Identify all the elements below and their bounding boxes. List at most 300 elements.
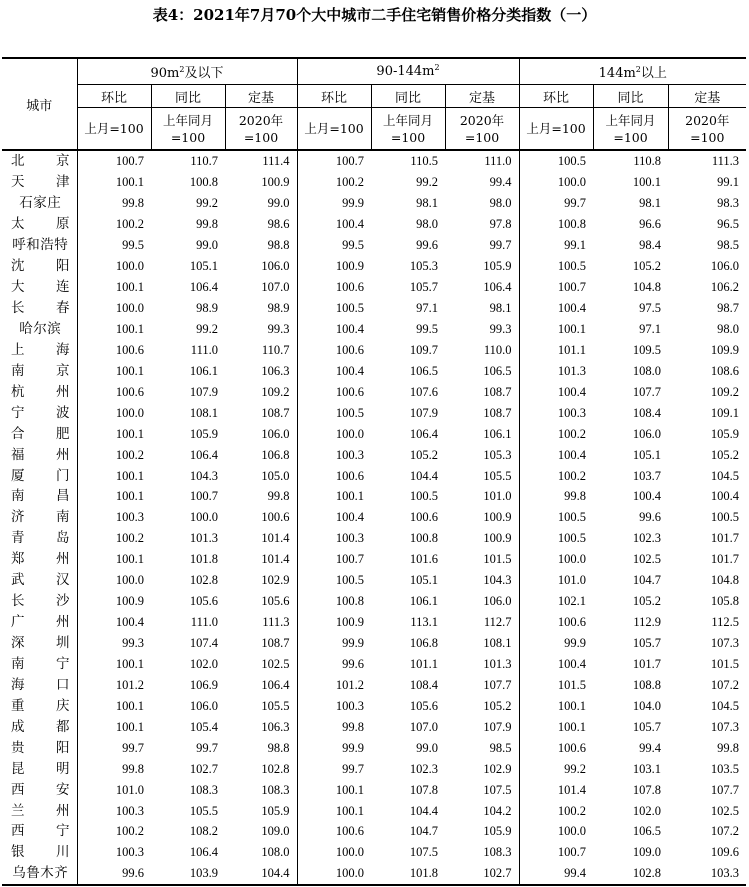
city-label: 武 汉: [11, 572, 70, 589]
city-name: [2, 486, 77, 507]
index-value: 105.6: [189, 594, 218, 609]
index-value: 100.1: [115, 321, 144, 336]
index-value: 109.2: [225, 381, 297, 402]
index-value: 100.4: [557, 447, 587, 462]
index-value: 100.0: [335, 426, 365, 441]
index-value: 100.3: [115, 803, 144, 818]
index-value: 100.1: [632, 175, 662, 190]
index-value: 108.3: [225, 779, 297, 800]
index-value: 100.1: [115, 719, 144, 734]
index-value: 110.5: [410, 154, 439, 169]
index-value: 113.1: [410, 615, 439, 630]
city-label: 太 原: [11, 216, 70, 233]
index-value: 99.9: [342, 636, 365, 651]
index-value: 101.0: [445, 486, 519, 507]
index-value: 111.0: [445, 150, 519, 172]
index-value: 104.2: [445, 800, 519, 821]
index-value: 112.9: [633, 615, 662, 630]
base-header-line: 2020年: [459, 112, 505, 128]
index-value: 104.4: [409, 803, 439, 818]
index-value: 99.2: [416, 175, 439, 190]
index-value: 100.9: [115, 594, 144, 609]
table-row: [2, 402, 746, 423]
index-value: 106.4: [225, 674, 297, 695]
index-value: 100.9: [335, 615, 365, 630]
index-value: 97.1: [416, 301, 439, 316]
index-value: 100.5: [710, 510, 740, 525]
index-value: 100.4: [335, 321, 365, 336]
city-label: 南 昌: [11, 488, 70, 505]
index-value: 100.2: [557, 468, 587, 483]
index-value: 99.9: [342, 196, 365, 211]
index-value: 105.2: [409, 447, 439, 462]
index-value: 110.7: [225, 339, 297, 360]
city-name: [2, 381, 77, 402]
table-row: [2, 528, 746, 549]
index-value: 100.4: [557, 656, 587, 671]
city-name: [2, 339, 77, 360]
index-value: 101.3: [557, 363, 587, 378]
index-value: 107.5: [445, 779, 519, 800]
city-name: [2, 821, 77, 842]
table-row: [2, 842, 746, 863]
index-value: 111.4: [225, 150, 297, 172]
index-value: 104.3: [445, 570, 519, 591]
index-value: 104.8: [710, 573, 740, 588]
index-value: 99.0: [196, 238, 218, 253]
index-value: 105.1: [632, 447, 662, 462]
index-value: 106.0: [445, 591, 519, 612]
table-title: 表4：2021年7月70个大中城市二手住宅销售价格分类指数（一）: [152, 6, 597, 24]
table-row: [2, 381, 746, 402]
base-header-line: =100: [613, 129, 648, 145]
index-value: 100.7: [557, 280, 587, 295]
index-value: 105.1: [189, 259, 218, 274]
index-value: 105.9: [189, 426, 218, 441]
index-value: 102.8: [593, 863, 668, 885]
subcol-header: 定基: [225, 85, 297, 108]
index-value: 106.4: [409, 426, 439, 441]
index-value: 108.1: [189, 405, 218, 420]
index-value: 104.7: [632, 573, 662, 588]
index-value: 99.3: [122, 636, 144, 651]
index-value: 109.7: [409, 342, 439, 357]
table-row: [2, 319, 746, 340]
index-value: 107.2: [710, 677, 740, 692]
index-value: 100.0: [335, 845, 365, 860]
index-value: 99.5: [122, 238, 144, 253]
city-label: 石家庄: [19, 195, 62, 212]
index-value: 98.5: [717, 238, 740, 253]
index-value: 99.6: [77, 863, 151, 885]
city-label: 海 口: [11, 676, 70, 693]
index-value: 98.0: [416, 217, 439, 232]
index-value: 99.0: [416, 740, 439, 755]
index-value: 104.7: [409, 824, 439, 839]
table-row: [2, 423, 746, 444]
table-row: [2, 570, 746, 591]
index-value: 100.8: [557, 217, 587, 232]
table-body: [2, 150, 746, 885]
index-value: 100.3: [335, 698, 365, 713]
index-value: 100.0: [189, 510, 218, 525]
index-value: 102.3: [632, 531, 662, 546]
index-value: 108.7: [445, 402, 519, 423]
index-value: 98.8: [225, 235, 297, 256]
index-value: 105.9: [710, 426, 740, 441]
subcol-header: 同比: [593, 85, 668, 108]
index-value: 108.4: [632, 405, 662, 420]
table-row: [2, 444, 746, 465]
index-value: 104.4: [409, 468, 439, 483]
index-value: 106.9: [189, 677, 218, 692]
index-value: 101.3: [445, 654, 519, 675]
index-value: 103.7: [632, 468, 662, 483]
index-value: 100.0: [557, 552, 587, 567]
index-value: 98.0: [445, 193, 519, 214]
index-value: 109.0: [632, 845, 662, 860]
subcol-header: 同比: [151, 85, 225, 108]
subcol-header-row: [2, 85, 746, 108]
city-label: 哈尔滨: [19, 320, 62, 337]
index-value: 111.3: [225, 612, 297, 633]
table-row: [2, 193, 746, 214]
city-label: 贵 阳: [11, 739, 70, 756]
index-value: 107.3: [710, 719, 740, 734]
index-value: 99.4: [639, 740, 662, 755]
index-value: 106.0: [225, 256, 297, 277]
index-value: 98.1: [639, 196, 662, 211]
table-row: [2, 150, 746, 172]
table-row: [2, 800, 746, 821]
index-value: 101.1: [409, 656, 439, 671]
base-header-line: =100: [170, 129, 206, 145]
index-value: 104.8: [632, 280, 662, 295]
index-value: 106.0: [710, 259, 740, 274]
city-name: [2, 779, 77, 800]
index-value: 100.6: [335, 824, 365, 839]
city-name: [2, 235, 77, 256]
index-value: 100.5: [409, 489, 439, 504]
table-row: [2, 821, 746, 842]
index-value: 100.6: [115, 384, 144, 399]
table-row: [2, 360, 746, 381]
index-value: 100.8: [189, 175, 218, 190]
index-value: 109.0: [225, 821, 297, 842]
index-value: 100.1: [335, 803, 365, 818]
base-header-line: 上年同月: [605, 112, 656, 128]
index-value: 100.0: [115, 573, 144, 588]
index-value: 109.2: [710, 384, 740, 399]
city-label: 宁 波: [11, 404, 70, 421]
index-value: 102.5: [225, 654, 297, 675]
index-value: 100.1: [557, 698, 587, 713]
index-value: 100.2: [557, 426, 587, 441]
city-name: [2, 737, 77, 758]
index-value: 99.4: [519, 863, 593, 885]
index-value: 102.7: [189, 761, 218, 776]
index-value: 111.0: [190, 342, 218, 357]
index-value: 102.3: [409, 761, 439, 776]
index-value: 99.8: [122, 761, 144, 776]
index-value: 100.3: [335, 447, 365, 462]
index-value: 100.8: [335, 594, 365, 609]
index-value: 103.3: [668, 863, 746, 885]
index-value: 105.5: [189, 803, 218, 818]
index-value: 100.0: [297, 863, 371, 885]
index-value: 106.3: [225, 716, 297, 737]
index-value: 107.6: [409, 384, 439, 399]
city-label: 广 州: [11, 614, 70, 631]
city-label: 上 海: [11, 341, 70, 358]
index-value: 101.5: [557, 677, 587, 692]
index-value: 106.5: [445, 360, 519, 381]
index-value: 105.6: [225, 591, 297, 612]
city-label: 南 宁: [11, 655, 70, 672]
city-label: 沈 阳: [11, 258, 70, 275]
base-header-row: [2, 108, 746, 151]
index-value: 102.8: [189, 573, 218, 588]
index-value: 106.0: [632, 426, 662, 441]
base-header-line: =100: [390, 129, 426, 145]
index-value: 100.6: [335, 468, 365, 483]
index-value: 99.6: [342, 656, 365, 671]
city-label: 兰 州: [11, 802, 70, 819]
table-row: [2, 549, 746, 570]
index-value: 107.0: [409, 719, 439, 734]
index-value: 100.5: [557, 531, 587, 546]
base-header: [371, 108, 445, 151]
index-value: 106.1: [409, 594, 439, 609]
index-value: 99.1: [717, 175, 740, 190]
index-value: 100.4: [710, 489, 740, 504]
city-label: 天 津: [11, 174, 70, 191]
city-name: [2, 800, 77, 821]
index-value: 104.5: [710, 698, 740, 713]
index-value: 100.2: [115, 531, 144, 546]
index-value: 99.7: [564, 196, 587, 211]
index-value: 108.8: [632, 677, 662, 692]
index-value: 100.4: [557, 301, 587, 316]
city-label: 成 都: [11, 718, 70, 735]
index-value: 100.1: [115, 468, 144, 483]
index-value: 100.7: [557, 845, 587, 860]
index-value: 99.8: [225, 486, 297, 507]
city-name: [2, 256, 77, 277]
city-label: 长 沙: [11, 593, 70, 610]
index-value: 100.0: [557, 175, 587, 190]
base-header: [593, 108, 668, 151]
city-name: [2, 214, 77, 235]
index-value: 101.0: [115, 782, 144, 797]
base-header-line: 2020年: [238, 112, 284, 128]
index-value: 99.2: [196, 321, 218, 336]
index-value: 105.2: [710, 447, 740, 462]
city-name: [2, 716, 77, 737]
index-value: 96.6: [639, 217, 662, 232]
table-row: [2, 695, 746, 716]
index-value: 106.8: [225, 444, 297, 465]
index-value: 100.1: [115, 698, 144, 713]
index-value: 101.4: [225, 528, 297, 549]
index-value: 108.0: [632, 363, 662, 378]
city-name: [2, 402, 77, 423]
base-header-line: =100: [243, 129, 279, 145]
table-row: [2, 298, 746, 319]
index-value: 100.4: [115, 615, 144, 630]
index-value: 102.7: [445, 863, 519, 885]
index-value: 108.7: [445, 381, 519, 402]
index-value: 108.7: [225, 402, 297, 423]
table-row: [2, 779, 746, 800]
index-value: 100.1: [557, 321, 587, 336]
index-value: 105.7: [632, 719, 662, 734]
index-value: 104.0: [632, 698, 662, 713]
index-value: 100.2: [557, 803, 587, 818]
index-value: 100.4: [632, 489, 662, 504]
subcol-header: 定基: [668, 85, 746, 108]
city-name: [2, 842, 77, 863]
base-header-line: 上月=100: [526, 121, 586, 136]
index-value: 99.8: [122, 196, 144, 211]
index-value: 100.2: [115, 447, 144, 462]
index-value: 107.8: [632, 782, 662, 797]
index-value: 106.2: [710, 280, 740, 295]
index-value: 102.0: [632, 803, 662, 818]
index-value: 105.5: [225, 695, 297, 716]
base-header: [668, 108, 746, 151]
index-value: 109.1: [710, 405, 740, 420]
base-header-line: =100: [690, 129, 725, 145]
city-label: 银 川: [11, 844, 70, 861]
index-value: 106.5: [632, 824, 662, 839]
index-value: 98.0: [717, 321, 740, 336]
index-value: 100.1: [115, 363, 144, 378]
index-value: 105.8: [710, 594, 740, 609]
index-value: 106.3: [225, 360, 297, 381]
base-header: [519, 108, 593, 151]
index-value: 105.2: [632, 594, 662, 609]
index-value: 96.5: [717, 217, 740, 232]
index-value: 101.7: [710, 531, 740, 546]
subcol-header: 环比: [77, 85, 151, 108]
index-value: 100.6: [335, 280, 365, 295]
base-header: [225, 108, 297, 151]
index-value: 107.5: [409, 845, 439, 860]
index-value: 100.6: [335, 384, 365, 399]
index-value: 97.5: [639, 301, 662, 316]
city-label: 长 春: [11, 300, 70, 317]
table-row: [2, 465, 746, 486]
index-value: 100.7: [335, 552, 365, 567]
index-value: 105.9: [445, 256, 519, 277]
city-name: [2, 277, 77, 298]
index-value: 100.7: [189, 489, 218, 504]
index-value: 99.0: [225, 193, 297, 214]
table-row: [2, 256, 746, 277]
index-value: 104.3: [189, 468, 218, 483]
price-index-table: [2, 57, 746, 886]
index-value: 98.6: [225, 214, 297, 235]
index-value: 97.1: [639, 321, 662, 336]
city-label: 杭 州: [11, 383, 70, 400]
index-value: 101.5: [710, 656, 740, 671]
base-header-line: 2020年: [685, 112, 730, 128]
index-value: 100.5: [335, 573, 365, 588]
index-value: 100.6: [409, 510, 439, 525]
index-value: 105.1: [409, 573, 439, 588]
table-row: [2, 214, 746, 235]
index-value: 105.6: [409, 698, 439, 713]
index-value: 100.9: [445, 507, 519, 528]
index-value: 100.1: [115, 175, 144, 190]
index-value: 98.7: [717, 301, 740, 316]
index-value: 100.3: [557, 405, 587, 420]
table-row: [2, 737, 746, 758]
group-header-90-144: $90-144m^2$: [297, 58, 519, 85]
index-value: 102.8: [225, 758, 297, 779]
index-value: 98.3: [717, 196, 740, 211]
city-name: [2, 863, 77, 885]
index-value: 108.3: [189, 782, 218, 797]
index-value: 111.3: [711, 154, 740, 169]
index-value: 107.3: [710, 636, 740, 651]
index-value: 101.1: [557, 342, 587, 357]
city-name: [2, 193, 77, 214]
subcol-header: 环比: [297, 85, 371, 108]
index-value: 105.9: [225, 800, 297, 821]
city-label: 福 州: [11, 446, 70, 463]
index-value: 99.5: [342, 238, 365, 253]
index-value: 99.1: [564, 238, 587, 253]
city-label: 郑 州: [11, 551, 70, 568]
city-name: [2, 674, 77, 695]
index-value: 101.8: [189, 552, 218, 567]
index-value: 106.4: [445, 277, 519, 298]
index-value: 106.4: [189, 845, 218, 860]
index-value: 100.1: [335, 782, 365, 797]
table-row: [2, 716, 746, 737]
index-value: 100.5: [335, 405, 365, 420]
index-value: 100.5: [557, 510, 587, 525]
index-value: 98.4: [639, 238, 662, 253]
city-name: [2, 633, 77, 654]
index-value: 100.1: [115, 552, 144, 567]
table-row: [2, 654, 746, 675]
index-value: 100.0: [115, 301, 144, 316]
index-value: 107.9: [189, 384, 218, 399]
subcol-header: 环比: [519, 85, 593, 108]
subcol-header: 定基: [445, 85, 519, 108]
index-value: 107.7: [632, 384, 662, 399]
city-label: 呼和浩特: [12, 237, 69, 254]
index-value: 99.7: [342, 761, 365, 776]
index-value: 100.5: [557, 154, 587, 169]
index-value: 100.3: [115, 510, 144, 525]
index-value: 108.2: [189, 824, 218, 839]
index-value: 107.4: [189, 636, 218, 651]
city-name: [2, 172, 77, 193]
index-value: 99.2: [564, 761, 587, 776]
index-value: 106.4: [189, 280, 218, 295]
index-value: 100.4: [557, 384, 587, 399]
index-value: 100.6: [557, 615, 587, 630]
index-value: 100.9: [225, 172, 297, 193]
index-value: 99.4: [445, 172, 519, 193]
table-row: [2, 507, 746, 528]
table-row: [2, 339, 746, 360]
index-value: 98.5: [445, 737, 519, 758]
